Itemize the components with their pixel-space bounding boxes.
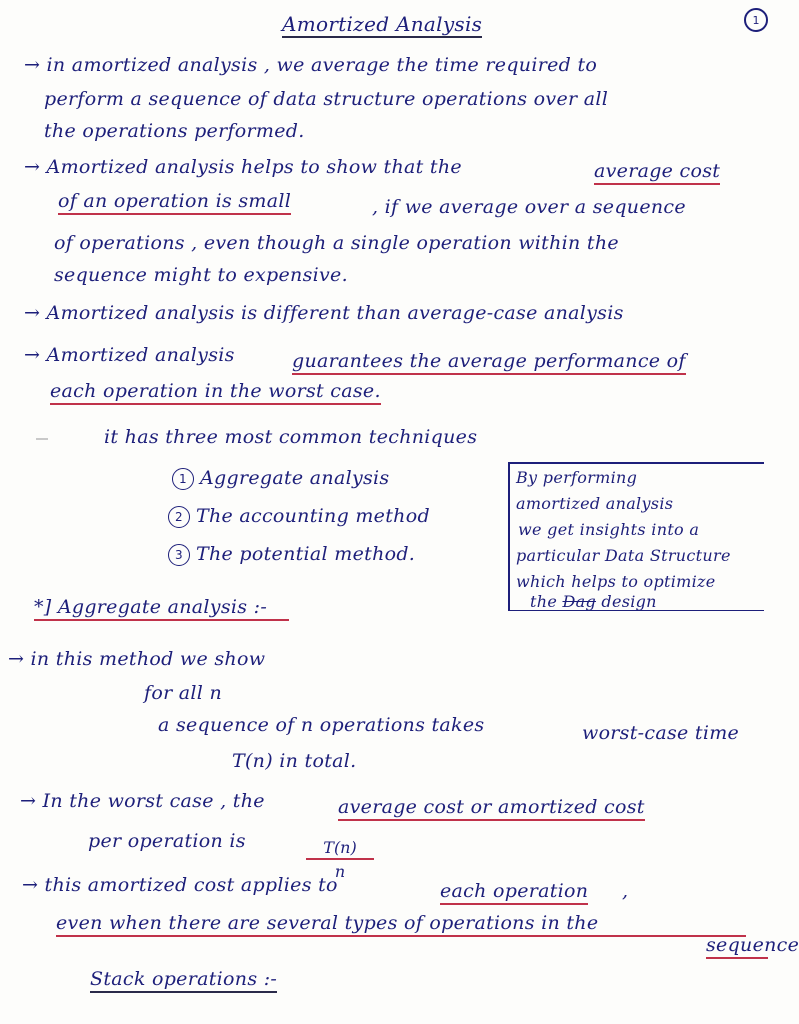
note-line-2: amortized analysis [516,494,674,513]
worst-case-amortized-cost: average cost or amortized cost [338,798,645,821]
side-note-box [508,462,764,611]
point2-line-4: sequence might to expensive. [54,264,348,286]
point4-line-2: each operation in the worst case. [50,382,381,405]
applies-line-2: even when there are several types of operations in the [56,914,746,937]
point4-line-1a: → Amortized analysis [24,344,235,366]
technique-number-1: 1 [172,468,194,490]
note-line-3: we get insights into a [518,520,700,539]
intro-line-3: the operations performed. [44,120,305,142]
technique-label-1: Aggregate analysis [200,467,390,489]
page-number: 1 [744,8,768,32]
technique-label-2: The accounting method [196,505,430,527]
aggregate-line-4: T(n) in total. [232,750,357,772]
intro-line-2: perform a sequence of data structure operations over all [44,88,609,110]
aggregate-line-3a: a sequence of n operations takes [158,714,485,736]
aggregate-line-3b: worst-case time [582,722,740,744]
applies-line-1a: → this amortized cost applies to [22,874,338,896]
note-line-4: particular Data Structure [516,546,731,565]
fraction-numerator: T(n) [306,838,374,860]
technique-item-3 [168,544,415,566]
worst-case-line-2: per operation is [88,830,246,852]
stack-heading: Stack operations :- [90,970,277,993]
note-line-6-end: design [601,592,657,611]
point4-guarantee: guarantees the average performance of [292,352,686,375]
note-struck-word: Dag [562,592,597,611]
technique-item-2 [168,506,430,528]
note-line-5: which helps to optimize [516,572,716,591]
technique-number-3: 3 [168,544,190,566]
note-line-1: By performing [516,468,638,487]
technique-item-1 [172,468,389,490]
point2-line-2a: of an operation is small [58,192,291,215]
point2-average-cost: average cost [594,162,720,185]
applies-each-operation: each operation [440,882,588,905]
point2-line-3: of operations , even though a single operation within the [54,232,619,254]
intro-line-1: → in amortized analysis , we average the time required to [24,54,598,76]
aggregate-heading: *] Aggregate analysis :- [34,598,289,621]
note-line-6-start: the [530,592,558,611]
point3-line-1: → Amortized analysis is different than average-case analysis [24,302,624,324]
fraction-denominator: n [334,862,346,881]
worst-case-line-1a: → In the worst case , the [20,790,265,812]
techniques-intro: it has three most common techniques [104,426,478,448]
technique-label-3: The potential method. [196,543,416,565]
aggregate-line-1: → in this method we show [8,648,266,670]
applies-comma: , [622,880,629,902]
point2-line-2b: , if we average over a sequence [372,196,686,218]
margin-mark [36,438,48,440]
technique-number-2: 2 [168,506,190,528]
page-title: Amortized Analysis [282,12,483,36]
applies-line-3: sequence [706,936,768,959]
aggregate-line-2: for all n [144,682,223,704]
point2-line-1a: → Amortized analysis helps to show that the [24,156,462,178]
note-line-6 [530,594,657,610]
